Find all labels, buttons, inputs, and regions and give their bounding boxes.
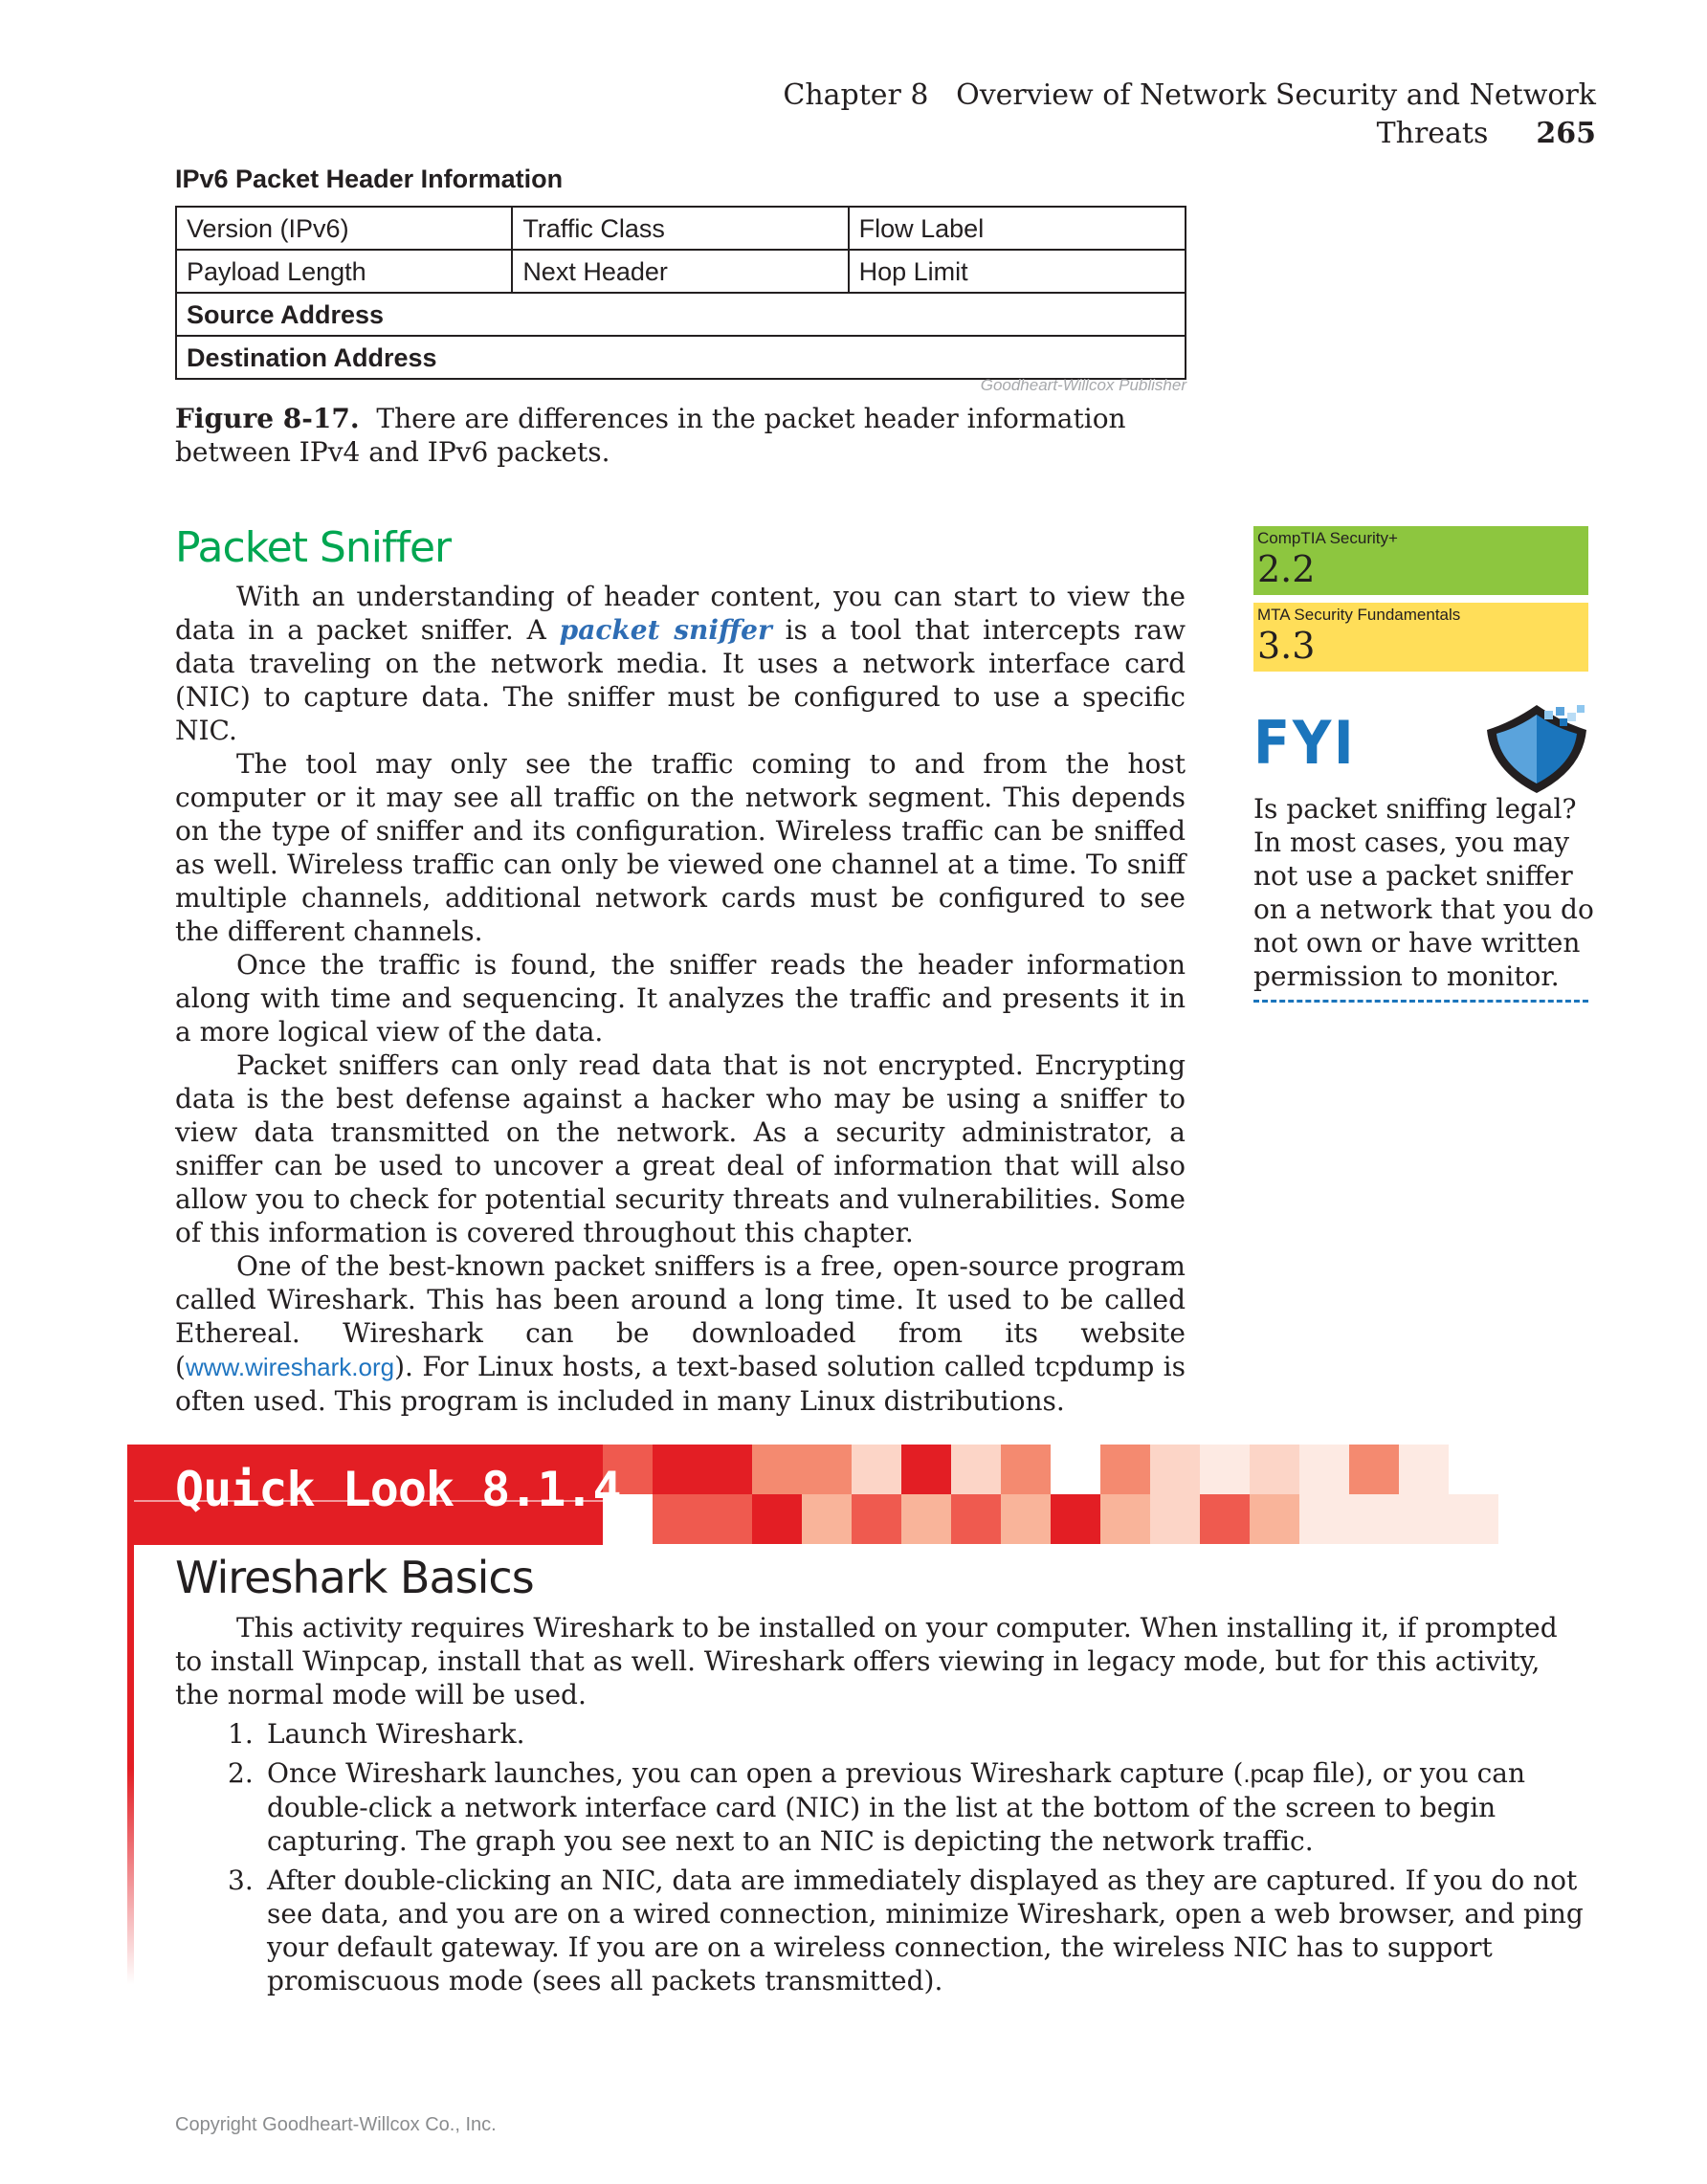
paragraph: Packet sniffers can only read data that is not encrypted. Encrypting data is the best defense against a hacker who may be using a sniffer to view data transmitted on the network. As a security administrator, a sniffer can be used to uncover a great deal of information that will also allow you to check for potential security threats and vulnerabilities. Some of this information is covered throughout this chapter. bbox=[175, 1049, 1186, 1248]
paragraph: One of the best-known packet sniffers is a free, open-source program called Wireshark. This has been around a long time. It used to be called Ethereal. Wireshark can be downloaded from its website (www.wireshark.org). For Linux hosts, a text-based solution called tcpdump is often used. This program is included in many Linux distributions. bbox=[175, 1250, 1186, 1417]
table-row bbox=[176, 250, 1186, 293]
table-cell: Version (IPv6) bbox=[176, 207, 512, 250]
paragraph: The tool may only see the traffic coming to and from the host computer or it may see all traffic on the network segment. This depends on the type of sniffer and its configuration. Wireless traffic can be sniffed as well. Wireless traffic can only be viewed one channel at a time. To sniff multiple channels, additional network cards must be configured to see the different channels. bbox=[175, 748, 1186, 947]
shield-icon bbox=[1483, 703, 1590, 795]
figure-label: Figure 8-17. bbox=[175, 403, 360, 434]
table-cell: Hop Limit bbox=[849, 250, 1186, 293]
table-cell: Flow Label bbox=[849, 207, 1186, 250]
footer-copyright: Copyright Goodheart-Willcox Co., Inc. bbox=[175, 2114, 497, 2135]
list-item: 2. Once Wireshark launches, you can open a previous Wireshark capture (.pcap file), or you can double-click a network interface card (NIC) in the list at the bottom of the screen to begin capturing. The graph you see next to an NIC is depicting the network traffic. bbox=[228, 1757, 1525, 1857]
running-header bbox=[670, 77, 1596, 150]
table-cell: Next Header bbox=[512, 250, 848, 293]
table-title: IPv6 Packet Header Information bbox=[175, 165, 564, 193]
step-list bbox=[175, 1717, 1591, 1997]
mta-objective-box bbox=[1253, 603, 1588, 672]
objective-number: 2.2 bbox=[1257, 548, 1316, 590]
paragraph: Once the traffic is found, the sniffer reads the header information along with time and sequencing. It analyzes the traffic and presents it in a more logical view of the data. bbox=[175, 949, 1186, 1048]
file-extension: .pcap bbox=[1243, 1759, 1304, 1788]
table-cell: Payload Length bbox=[176, 250, 512, 293]
key-term: packet sniffer bbox=[559, 614, 772, 646]
figure-credit: Goodheart-Willcox Publisher bbox=[980, 376, 1186, 394]
objective-label: CompTIA Security+ bbox=[1257, 529, 1398, 547]
body-text bbox=[175, 580, 1186, 1418]
section-heading: Packet Sniffer bbox=[175, 523, 452, 572]
fyi-divider bbox=[1253, 1000, 1588, 1003]
quick-look-label: Quick Look 8.1.4 bbox=[175, 1462, 621, 1517]
fyi-title: FYI bbox=[1253, 708, 1357, 778]
list-item: 1. Launch Wireshark. bbox=[228, 1718, 525, 1750]
table-row bbox=[176, 207, 1186, 250]
table-cell: Destination Address bbox=[176, 336, 1186, 379]
figure-caption-text: There are differences in the packet header information between IPv4 and IPv6 packets. bbox=[175, 403, 1126, 468]
quick-look-heading: Wireshark Basics bbox=[175, 1552, 534, 1603]
chapter-title: Chapter 8 Overview of Network Security and Network Threats bbox=[783, 78, 1596, 150]
ipv6-header-table bbox=[175, 206, 1186, 380]
table-cell: Source Address bbox=[176, 293, 1186, 336]
list-item: 3. After double-clicking an NIC, data are immediately displayed as they are captured. If you do not see data, and you are on a wired connection, minimize Wireshark, open a web browser, and ping your default gateway. If you are on a wireless connection, the wireless NIC has to support promiscuous mode (sees all packets transmitted). bbox=[228, 1864, 1584, 1996]
wireshark-link[interactable]: www.wireshark.org bbox=[185, 1353, 395, 1381]
objective-label: MTA Security Fundamentals bbox=[1257, 606, 1461, 624]
table-row bbox=[176, 293, 1186, 336]
comptia-objective-box bbox=[1253, 526, 1588, 595]
objective-number: 3.3 bbox=[1257, 625, 1316, 667]
table-cell: Traffic Class bbox=[512, 207, 848, 250]
figure-caption bbox=[175, 402, 1189, 469]
page-number: 265 bbox=[1536, 117, 1596, 150]
quick-look-text bbox=[175, 1611, 1591, 1997]
paragraph: With an understanding of header content, you can start to view the data in a packet sniffer. A packet sniffer is a tool that intercepts raw data traveling on the network media. It uses a network interface card (NIC) to capture data. The sniffer must be configured to use a specific NIC. bbox=[175, 581, 1186, 746]
table-row bbox=[176, 336, 1186, 379]
paragraph: This activity requires Wireshark to be installed on your computer. When installing it, if prompted to install Winpcap, install that as well. Wireshark offers viewing in legacy mode, but for this activity, the normal mode will be used. bbox=[175, 1612, 1558, 1710]
fyi-text: Is packet sniffing legal? In most cases, you may not use a packet sniffer on a network that you do not own or have written permission to monitor. bbox=[1253, 793, 1594, 992]
